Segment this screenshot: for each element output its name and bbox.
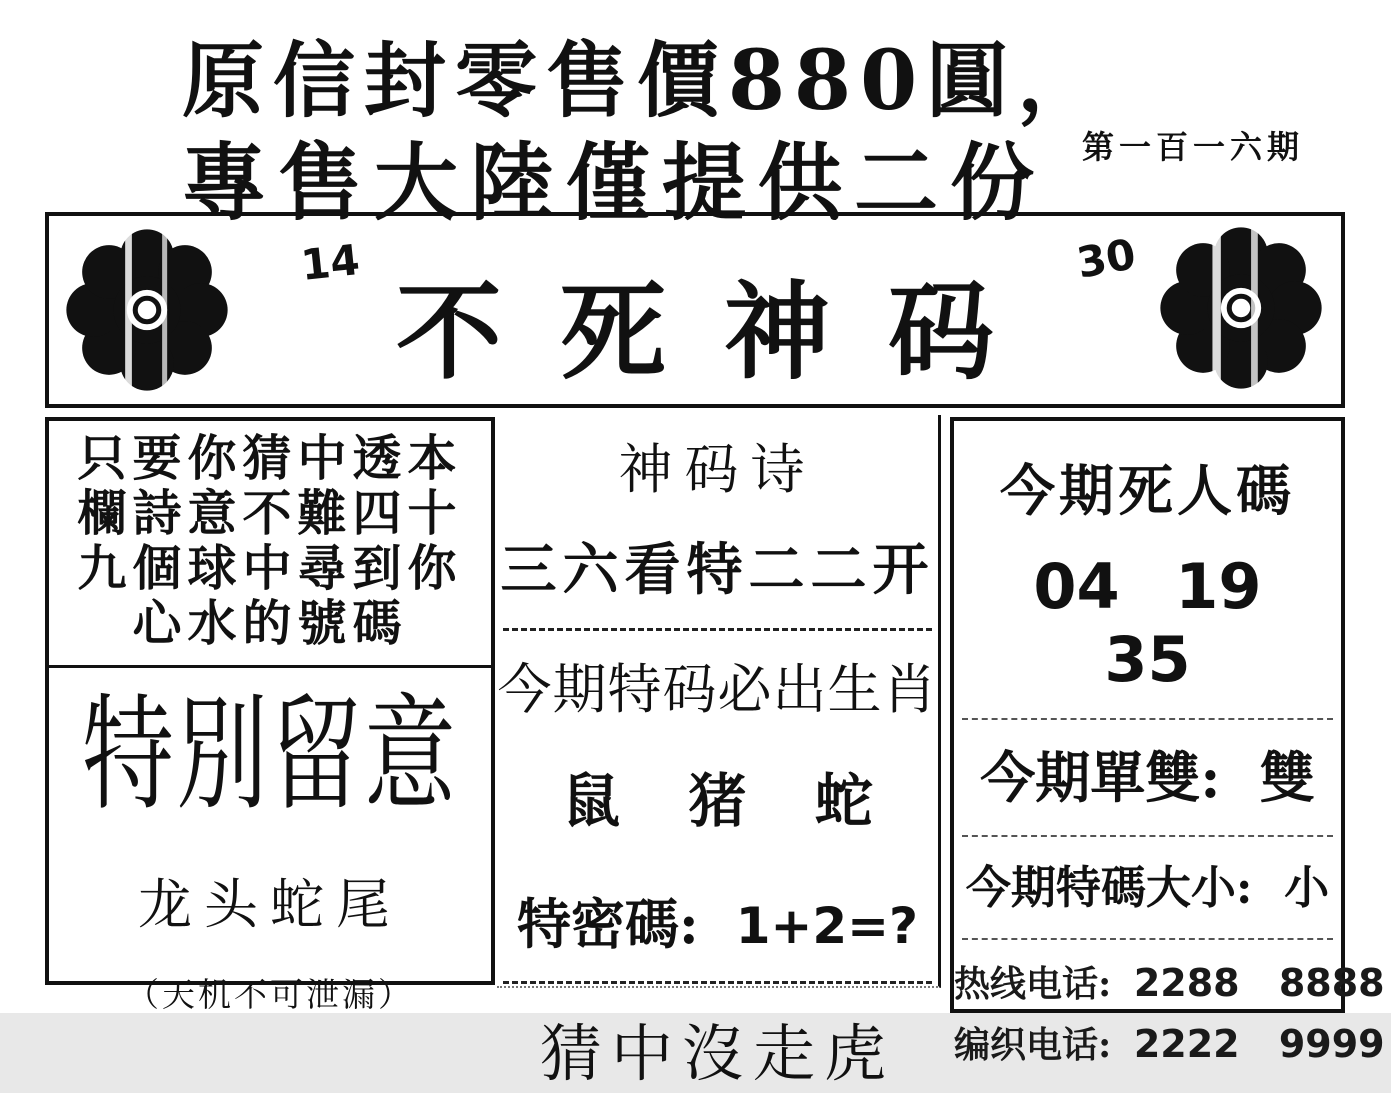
- size-line: [954, 851, 1341, 916]
- intro-panel: [45, 417, 495, 1014]
- intro-text: [49, 431, 491, 651]
- section-divider: [962, 835, 1333, 837]
- size-value: 小: [1284, 861, 1330, 914]
- issue-number: 第一百一六期: [1082, 128, 1305, 166]
- odd-even-value: 雙: [1259, 745, 1315, 810]
- special-notice-title: 特別留意: [81, 682, 458, 828]
- intro-line: 九個球中尋到你: [77, 539, 463, 597]
- handwritten-number-right: 30: [1072, 229, 1139, 288]
- weave-number: 2222 9999: [1133, 1022, 1385, 1066]
- special-notice-note: （天机不可泄漏）: [126, 975, 414, 1014]
- poem-line: 三六看特二二开: [500, 537, 935, 603]
- section-divider: [503, 628, 932, 631]
- secret-code-value: 1+2=?: [735, 897, 919, 955]
- section-divider: [962, 718, 1333, 720]
- dead-number: 04: [1033, 550, 1120, 623]
- price-headline: 原信封零售價880圓，: [182, 33, 1109, 129]
- section-divider: [962, 938, 1333, 940]
- section-divider: [503, 981, 932, 984]
- secret-code-line: [497, 882, 938, 959]
- dead-number: 19: [1175, 550, 1262, 623]
- dead-number-list: [954, 550, 1341, 696]
- flower-logo-icon: [1157, 224, 1325, 392]
- secret-code-label: 特密碼:: [516, 892, 699, 956]
- handwritten-number-left: 14: [298, 235, 362, 290]
- dead-number-title: 今期死人碼: [999, 458, 1295, 523]
- zodiac-heading: 今期特码必出生肖: [497, 658, 938, 721]
- hotline-label: 热线电话:: [954, 963, 1112, 1005]
- section-divider: [49, 665, 491, 668]
- intro-line: 心水的號碼: [132, 594, 408, 652]
- odd-even-label: 今期單雙:: [980, 745, 1221, 810]
- special-notice-hint: 龙头蛇尾: [138, 873, 402, 936]
- zodiac-item: 猪: [688, 767, 747, 835]
- hotline-phone-line: [954, 956, 1385, 1007]
- title-banner: [45, 212, 1345, 408]
- size-label: 今期特碼大小:: [965, 861, 1253, 914]
- weave-label: 编织电话:: [954, 1024, 1112, 1066]
- predictions-panel: [950, 417, 1385, 1066]
- weave-phone-line: [954, 1017, 1385, 1068]
- hotline-number: 2288 8888: [1133, 961, 1385, 1005]
- poem-title: 神码诗: [618, 438, 817, 501]
- sheet-title: 不死神码: [396, 269, 1052, 394]
- dead-number: 35: [1104, 623, 1191, 696]
- zodiac-item: 蛇: [814, 767, 873, 835]
- intro-line: 只要你猜中透本: [77, 429, 463, 487]
- odd-even-line: [954, 734, 1341, 813]
- bottom-hint-line: 猜中沒走虎: [539, 1017, 895, 1090]
- zodiac-item: 鼠: [562, 767, 621, 835]
- poem-panel: [497, 415, 941, 1090]
- zodiac-list: [497, 754, 938, 838]
- supply-headline: 專售大陸僅提供二份: [182, 133, 1047, 232]
- intro-line: 欄詩意不難四十: [77, 484, 463, 542]
